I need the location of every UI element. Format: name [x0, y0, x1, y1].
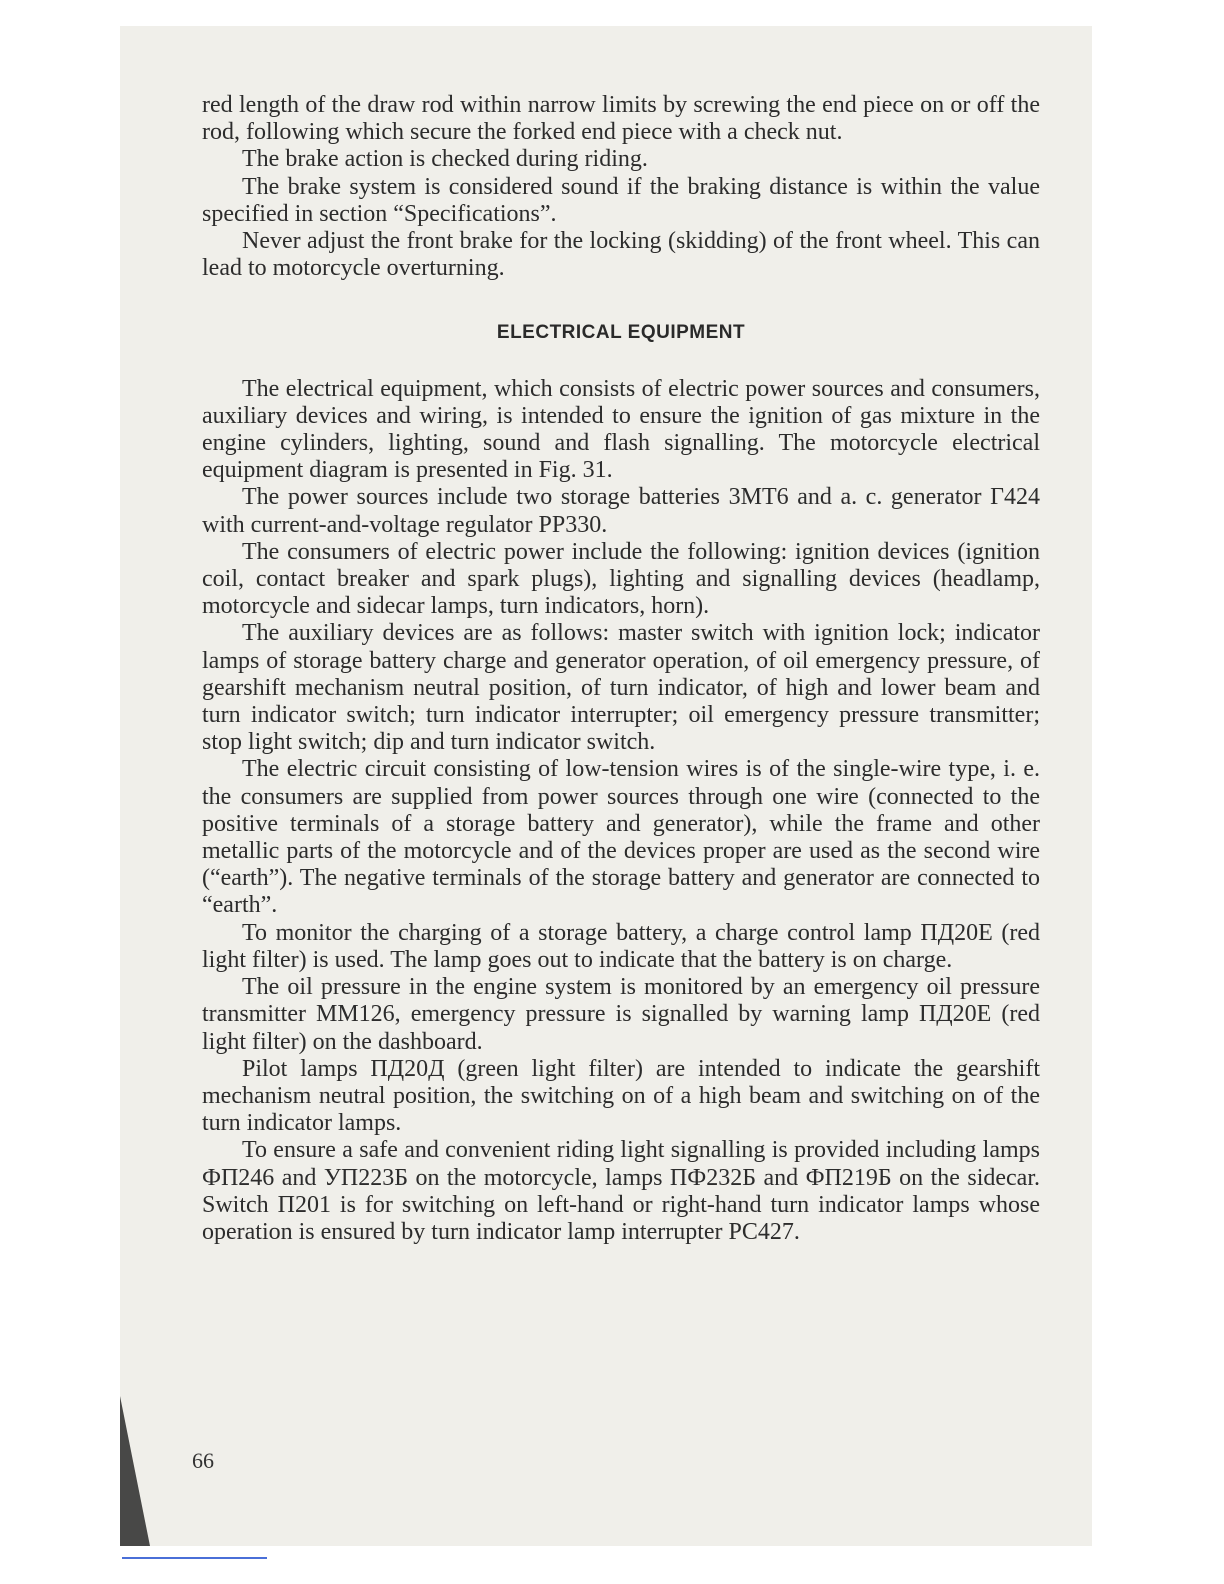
- paragraph: The brake system is considered sound if the braking distance is within the value specified in section “Specifications”.: [202, 173, 1040, 227]
- page-number: 66: [192, 1448, 214, 1473]
- paragraph: The oil pressure in the engine system is monitored by an emergency oil pressure transmitter MM126, emergency pressure is signalled by warning lamp ПД20E (red light filter) on the dashboard.: [202, 974, 1040, 1055]
- paragraph: The auxiliary devices are as follows: master switch with ignition lock; indicator lamps of storage battery charge and generator operation, of oil emergency pressure, of gearshift mechanism neutral position, of turn indicator, of high and lower beam and turn indicator switch; turn indicator interrupter; oil emergency pressure transmitter; stop light switch; dip and turn indicator switch.: [202, 620, 1040, 756]
- section-heading: ELECTRICAL EQUIPMENT: [496, 322, 746, 344]
- footer-underline: [122, 1557, 267, 1559]
- paragraph: The electric circuit consisting of low-tension wires is of the single-wire type, i. e. the consumers are supplied from power sources through one wire (connected to the positive terminals of a storage battery and generator), while the frame and other metallic parts of the motorcycle and of the devices proper are used as the second wire (“earth”). The negative terminals of the storage battery and generator are connected to “earth”.: [202, 756, 1040, 919]
- paragraph: The power sources include two storage batteries 3MT6 and a. c. generator Г424 with current-and-voltage regulator PP330.: [202, 484, 1040, 538]
- paragraph: To monitor the charging of a storage battery, a charge control lamp ПД20E (red light filter) is used. The lamp goes out to indicate that the battery is on charge.: [202, 919, 1040, 973]
- page-text: [202, 92, 1040, 1246]
- paragraph: red length of the draw rod within narrow limits by screwing the end piece on or off the rod, following which secure the forked end piece with a check nut.: [202, 92, 1040, 146]
- paragraph: The electrical equipment, which consists of electric power sources and consumers, auxiliary devices and wiring, is intended to ensure the ignition of gas mixture in the engine cylinders, lighting, sound and flash signalling. The motorcycle electrical equipment diagram is presented in Fig. 31.: [202, 375, 1040, 484]
- paragraph: The consumers of electric power include the following: ignition devices (ignition coil, contact breaker and spark plugs), lighting and signalling devices (headlamp, motorcycle and sidecar lamps, turn indicators, horn).: [202, 538, 1040, 620]
- scanned-page: [120, 26, 1092, 1546]
- paragraph: To ensure a safe and convenient riding light signalling is provided including lamps ФП246 and УП223Б on the motorcycle, lamps ПФ232Б and ФП219Б on the sidecar. Switch П201 is for switching on left-hand or right-hand turn indicator lamps whose operation is ensured by turn indicator lamp interrupter PC427.: [202, 1137, 1040, 1245]
- paragraph: Pilot lamps ПД20Д (green light filter) are intended to indicate the gearshift mechanism neutral position, the switching on of a high beam and switching on of the turn indicator lamps.: [202, 1055, 1040, 1137]
- scan-edge-shadow: [120, 1396, 150, 1546]
- paragraph: The brake action is checked during riding.: [242, 146, 648, 173]
- paragraph: Never adjust the front brake for the locking (skidding) of the front wheel. This can lead to motorcycle overturning.: [202, 228, 1040, 282]
